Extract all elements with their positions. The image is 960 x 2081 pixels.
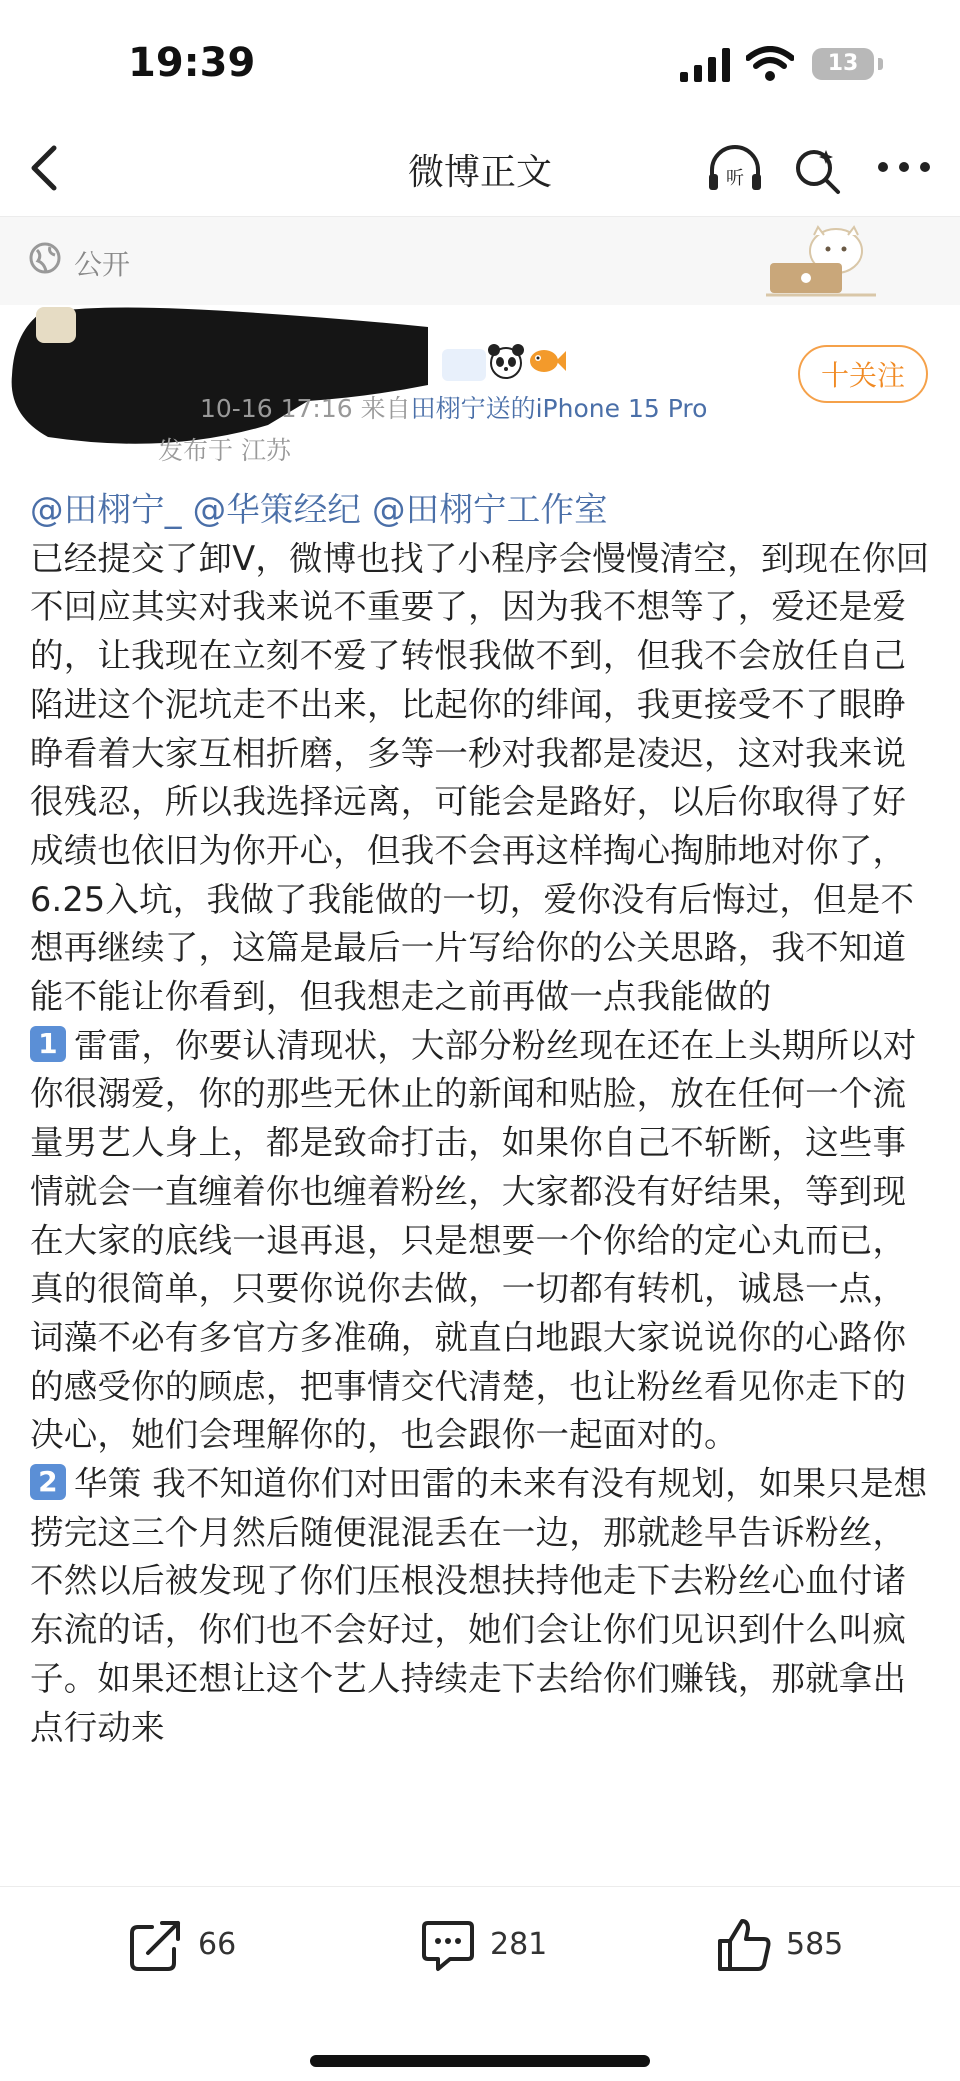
repost-icon xyxy=(128,1917,184,1973)
author-header xyxy=(0,305,960,480)
repost-count: 66 xyxy=(198,1927,237,1962)
post-intro: 已经提交了卸V，微博也找了小程序会慢慢清空，到现在你回不回应其实对我来说不重要了，因为我不想等了，爱还是爱的，让我现在立刻不爱了转恨我做不到，但我不会放任自己陷进这个泥坑走不出来，比起你的绯闻，我更接受不了眼睁睁看着大家互相折磨，多等一秒对我都是凌迟，这对我来说很残忍，所以我选择远离，可能会是路好，以后你取得了好成绩也依旧为你开心，但我不会再这样掏心掏肺地对你了，6.25入坑，我做了我能做的一切，爱你没有后悔过，但是不想再继续了，这篇是最后一片写给你的公关思路，我不知道能不能让你看到，但我想走之前再做一点我能做的 xyxy=(30,538,930,1017)
more-options-icon[interactable] xyxy=(876,160,932,174)
follow-button[interactable]: 十关注 xyxy=(798,345,928,403)
search-icon[interactable] xyxy=(792,146,842,196)
battery-level: 13 xyxy=(812,48,874,80)
post-time: 10-16 17:16 xyxy=(200,394,353,423)
listen-headphones-icon[interactable] xyxy=(706,144,764,194)
fish-icon xyxy=(526,343,566,379)
mention-links[interactable]: @田栩宁_ @华策经纪 @田栩宁工作室 xyxy=(30,490,608,529)
point-1-text: 雷雷，你要认清现状，大部分粉丝现在还在上头期所以对你很溺爱，你的那些无休止的新闻和贴脸，放在任何一个流量男艺人身上，都是致命打击，如果你自己不斩断，这些事情就会一直缠着你也缠着粉丝，大家都没有好结果，等到现在大家的底线一退再退，只是想要一个你给的定心丸而已，真的很简单，只要你说你去做，一切都有转机，诚恳一点，词藻不必有多官方多准确，就直白地跟大家说说你的心路你的感受你的顾虑，把事情交代清楚，也让粉丝看见你走下的决心，她们会理解你的，也会跟你一起面对的。 xyxy=(30,1025,917,1455)
cellular-signal-icon xyxy=(680,48,732,82)
wifi-icon xyxy=(746,46,794,82)
action-bar xyxy=(0,1886,960,2081)
point-1 xyxy=(30,1022,930,1460)
thumbs-up-icon xyxy=(716,1917,772,1973)
post-location: 发布于 江苏 xyxy=(158,436,291,465)
point-2-text: 华策 我不知道你们对田雷的未来有没有规划，如果只是想捞完这三个月然后随便混混丢在一边，那就趁早告诉粉丝，不然以后被发现了你们压根没想扶持他走下去粉丝心血付诸东流的话，你们也不会好过，她们会让你们见识到什么叫疯子。如果还想让这个艺人持续走下去给你们赚钱，那就拿出点行动来 xyxy=(30,1464,928,1747)
point-2 xyxy=(30,1460,930,1752)
globe-icon xyxy=(28,241,62,275)
cat-laptop-sticker-icon xyxy=(766,223,876,301)
repost-button[interactable] xyxy=(128,1917,268,1973)
panda-icon xyxy=(486,341,526,381)
post-meta xyxy=(200,389,707,425)
post-body xyxy=(30,486,930,1886)
member-badge xyxy=(442,349,486,381)
comment-button[interactable] xyxy=(420,1917,580,1973)
number-2-icon: 2 xyxy=(30,1464,66,1500)
post-source-link[interactable]: 田栩宁送的iPhone 15 Pro xyxy=(410,394,708,423)
comment-count: 281 xyxy=(490,1927,548,1962)
source-prefix: 来自 xyxy=(360,394,411,423)
page-title: 微博正文 xyxy=(407,152,552,193)
home-indicator[interactable] xyxy=(310,2055,650,2067)
svg-text:听: 听 xyxy=(726,168,744,189)
comment-icon xyxy=(420,1917,476,1973)
navigation-bar xyxy=(0,120,960,217)
battery-tip xyxy=(878,58,883,70)
visibility-row xyxy=(0,217,960,305)
mentions-line xyxy=(30,486,930,535)
like-button[interactable] xyxy=(716,1917,876,1973)
status-bar xyxy=(0,0,960,120)
visibility-label: 公开 xyxy=(74,248,131,281)
like-count: 585 xyxy=(786,1927,844,1962)
status-time: 19:39 xyxy=(128,40,256,86)
number-1-icon: 1 xyxy=(30,1026,66,1062)
